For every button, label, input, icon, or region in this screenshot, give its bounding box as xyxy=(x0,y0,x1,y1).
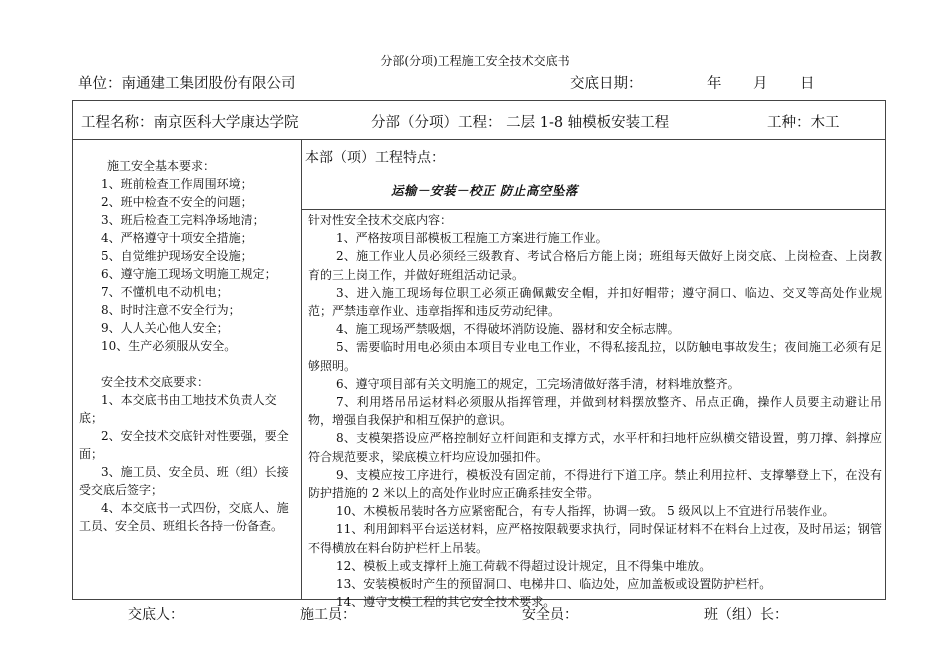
disclosure-requirement-item: 2、安全技术交底针对性要强，要全面； xyxy=(79,429,289,461)
content-item: 8、支模架搭设应严格控制好立杆间距和支撑方式，水平杆和扫地杆应纵横交错设置，剪刀撑、斜撑应符合规范要求，梁底模立杆均应设加强扣件。 xyxy=(308,431,882,464)
builder-label: 施工员： xyxy=(300,607,356,623)
basic-requirement-item: 3、班后检查工完料净场地清； xyxy=(101,213,265,227)
basic-requirements-list xyxy=(79,175,297,355)
content-item: 11、利用卸料平台运送材料，应严格按限载要求执行，同时保证材料不在料台上过夜，及时吊运；钢管不得横放在料台防护栏杆上吊装。 xyxy=(308,522,882,555)
content-item: 5、需要临时用电必须由本项目专业电工作业，不得私接乱拉，以防触电事故发生；夜间施工必须有足够照明。 xyxy=(308,340,882,373)
document-title: 分部(分项)工程施工安全技术交底书 xyxy=(380,54,570,68)
date-day: 日 xyxy=(800,76,815,92)
basic-requirement-item: 4、严格遵守十项安全措施； xyxy=(101,231,253,245)
content-item: 13、安装模板时产生的预留洞口、电梯井口、临边处，应加盖板或设置防护栏杆。 xyxy=(336,577,772,592)
basic-requirement-item: 1、班前检查工作周围环境； xyxy=(101,177,253,191)
unit-label: 单位：南通建工集团股份有限公司 xyxy=(78,76,296,92)
content-item: 7、利用塔吊吊运材料必须服从指挥管理，并做到材料摆放整齐、吊点正确，操作人员要主动避让吊物，增强自我保护和相互保护的意识。 xyxy=(308,395,882,428)
disclosure-content xyxy=(308,211,882,611)
features-label: 本部（项）工程特点： xyxy=(305,150,445,166)
team-leader-label: 班（组）长： xyxy=(704,607,788,623)
content-item: 3、进入施工现场每位职工必须正确佩戴安全帽，并扣好帽带；遵守洞口、临边、交叉等高处作业规范；严禁违章作业、违章指挥和违反劳动纪律。 xyxy=(308,285,882,319)
date-month: 月 xyxy=(753,76,768,92)
safety-officer-label: 安全员： xyxy=(522,607,578,623)
basic-requirements-title: 施工安全基本要求： xyxy=(107,159,216,173)
content-item: 2、施工作业人员必须经三级教育、考试合格后方能上岗；班组每天做好上岗交底、上岗检查、上岗教育的三上岗工作，并做好班组活动记录。 xyxy=(308,249,882,282)
disclosure-requirement-item: 4、本交底书一式四份，交底人、施工员、安全员、班组长各持一份备查。 xyxy=(79,501,289,533)
date-label: 交底日期： xyxy=(570,76,643,92)
content-item: 14、遵守支模工程的其它安全技术要求。 xyxy=(336,595,556,610)
basic-requirement-item: 9、人人关心他人安全； xyxy=(101,321,229,335)
content-item: 9、支模应按工序进行，模板没有固定前，不得进行下道工序。禁止利用拉杆、支撑攀登上下，在没有防护措施的 2 米以上的高处作业时应正确系挂安全带。 xyxy=(308,467,882,501)
features-slogan: 运输－安装－校正 防止高空坠落 xyxy=(391,183,578,198)
column-divider xyxy=(301,139,302,599)
basic-requirement-item: 5、自觉维护现场安全设施； xyxy=(101,249,253,263)
disclosure-requirements-title: 安全技术交底要求： xyxy=(101,375,210,389)
left-requirements xyxy=(79,157,297,535)
basic-requirement-item: 8、时时注意不安全行为； xyxy=(101,303,241,317)
content-title: 针对性安全技术交底内容： xyxy=(308,213,453,227)
content-item: 4、施工现场严禁吸烟，不得破坏消防设施、器材和安全标志牌。 xyxy=(336,322,680,337)
basic-requirement-item: 10、生产必须服从安全。 xyxy=(101,339,237,353)
content-list xyxy=(308,229,882,611)
content-item: 10、木模板吊装时各方应紧密配合，有专人指挥，协调一致。 5 级风以上不宜进行吊装作业。 xyxy=(336,504,835,519)
project-info-row xyxy=(73,101,885,140)
content-item: 1、严格按项目部模板工程施工方案进行施工作业。 xyxy=(336,231,608,246)
disclosure-requirements-list xyxy=(79,391,297,535)
disclosure-requirement-item: 3、施工员、安全员、班（组）长接受交底后签字； xyxy=(79,465,289,497)
date-year: 年 xyxy=(707,76,722,92)
project-name: 工程名称：南京医科大学康达学院 xyxy=(81,115,299,131)
basic-requirement-item: 2、班中检查不安全的问题； xyxy=(101,195,253,209)
basic-requirement-item: 6、遵守施工现场文明施工规定； xyxy=(101,267,277,281)
sub-project: 分部（分项）工程： 二层 1-8 轴模板安装工程 xyxy=(371,115,670,131)
content-item: 6、遵守项目部有关文明施工的规定，工完场清做好落手清，材料堆放整齐。 xyxy=(336,376,740,391)
content-item: 12、模板上或支撑杆上施工荷载不得超过设计规定，且不得集中堆放。 xyxy=(336,558,712,573)
work-type: 工种：木工 xyxy=(767,115,840,131)
disclosure-requirement-item: 1、本交底书由工地技术负责人交底； xyxy=(79,393,277,425)
section-divider xyxy=(302,209,885,210)
discloser-label: 交底人： xyxy=(128,607,184,623)
basic-requirement-item: 7、不懂机电不动机电； xyxy=(101,285,229,299)
disclosure-table xyxy=(72,100,886,610)
